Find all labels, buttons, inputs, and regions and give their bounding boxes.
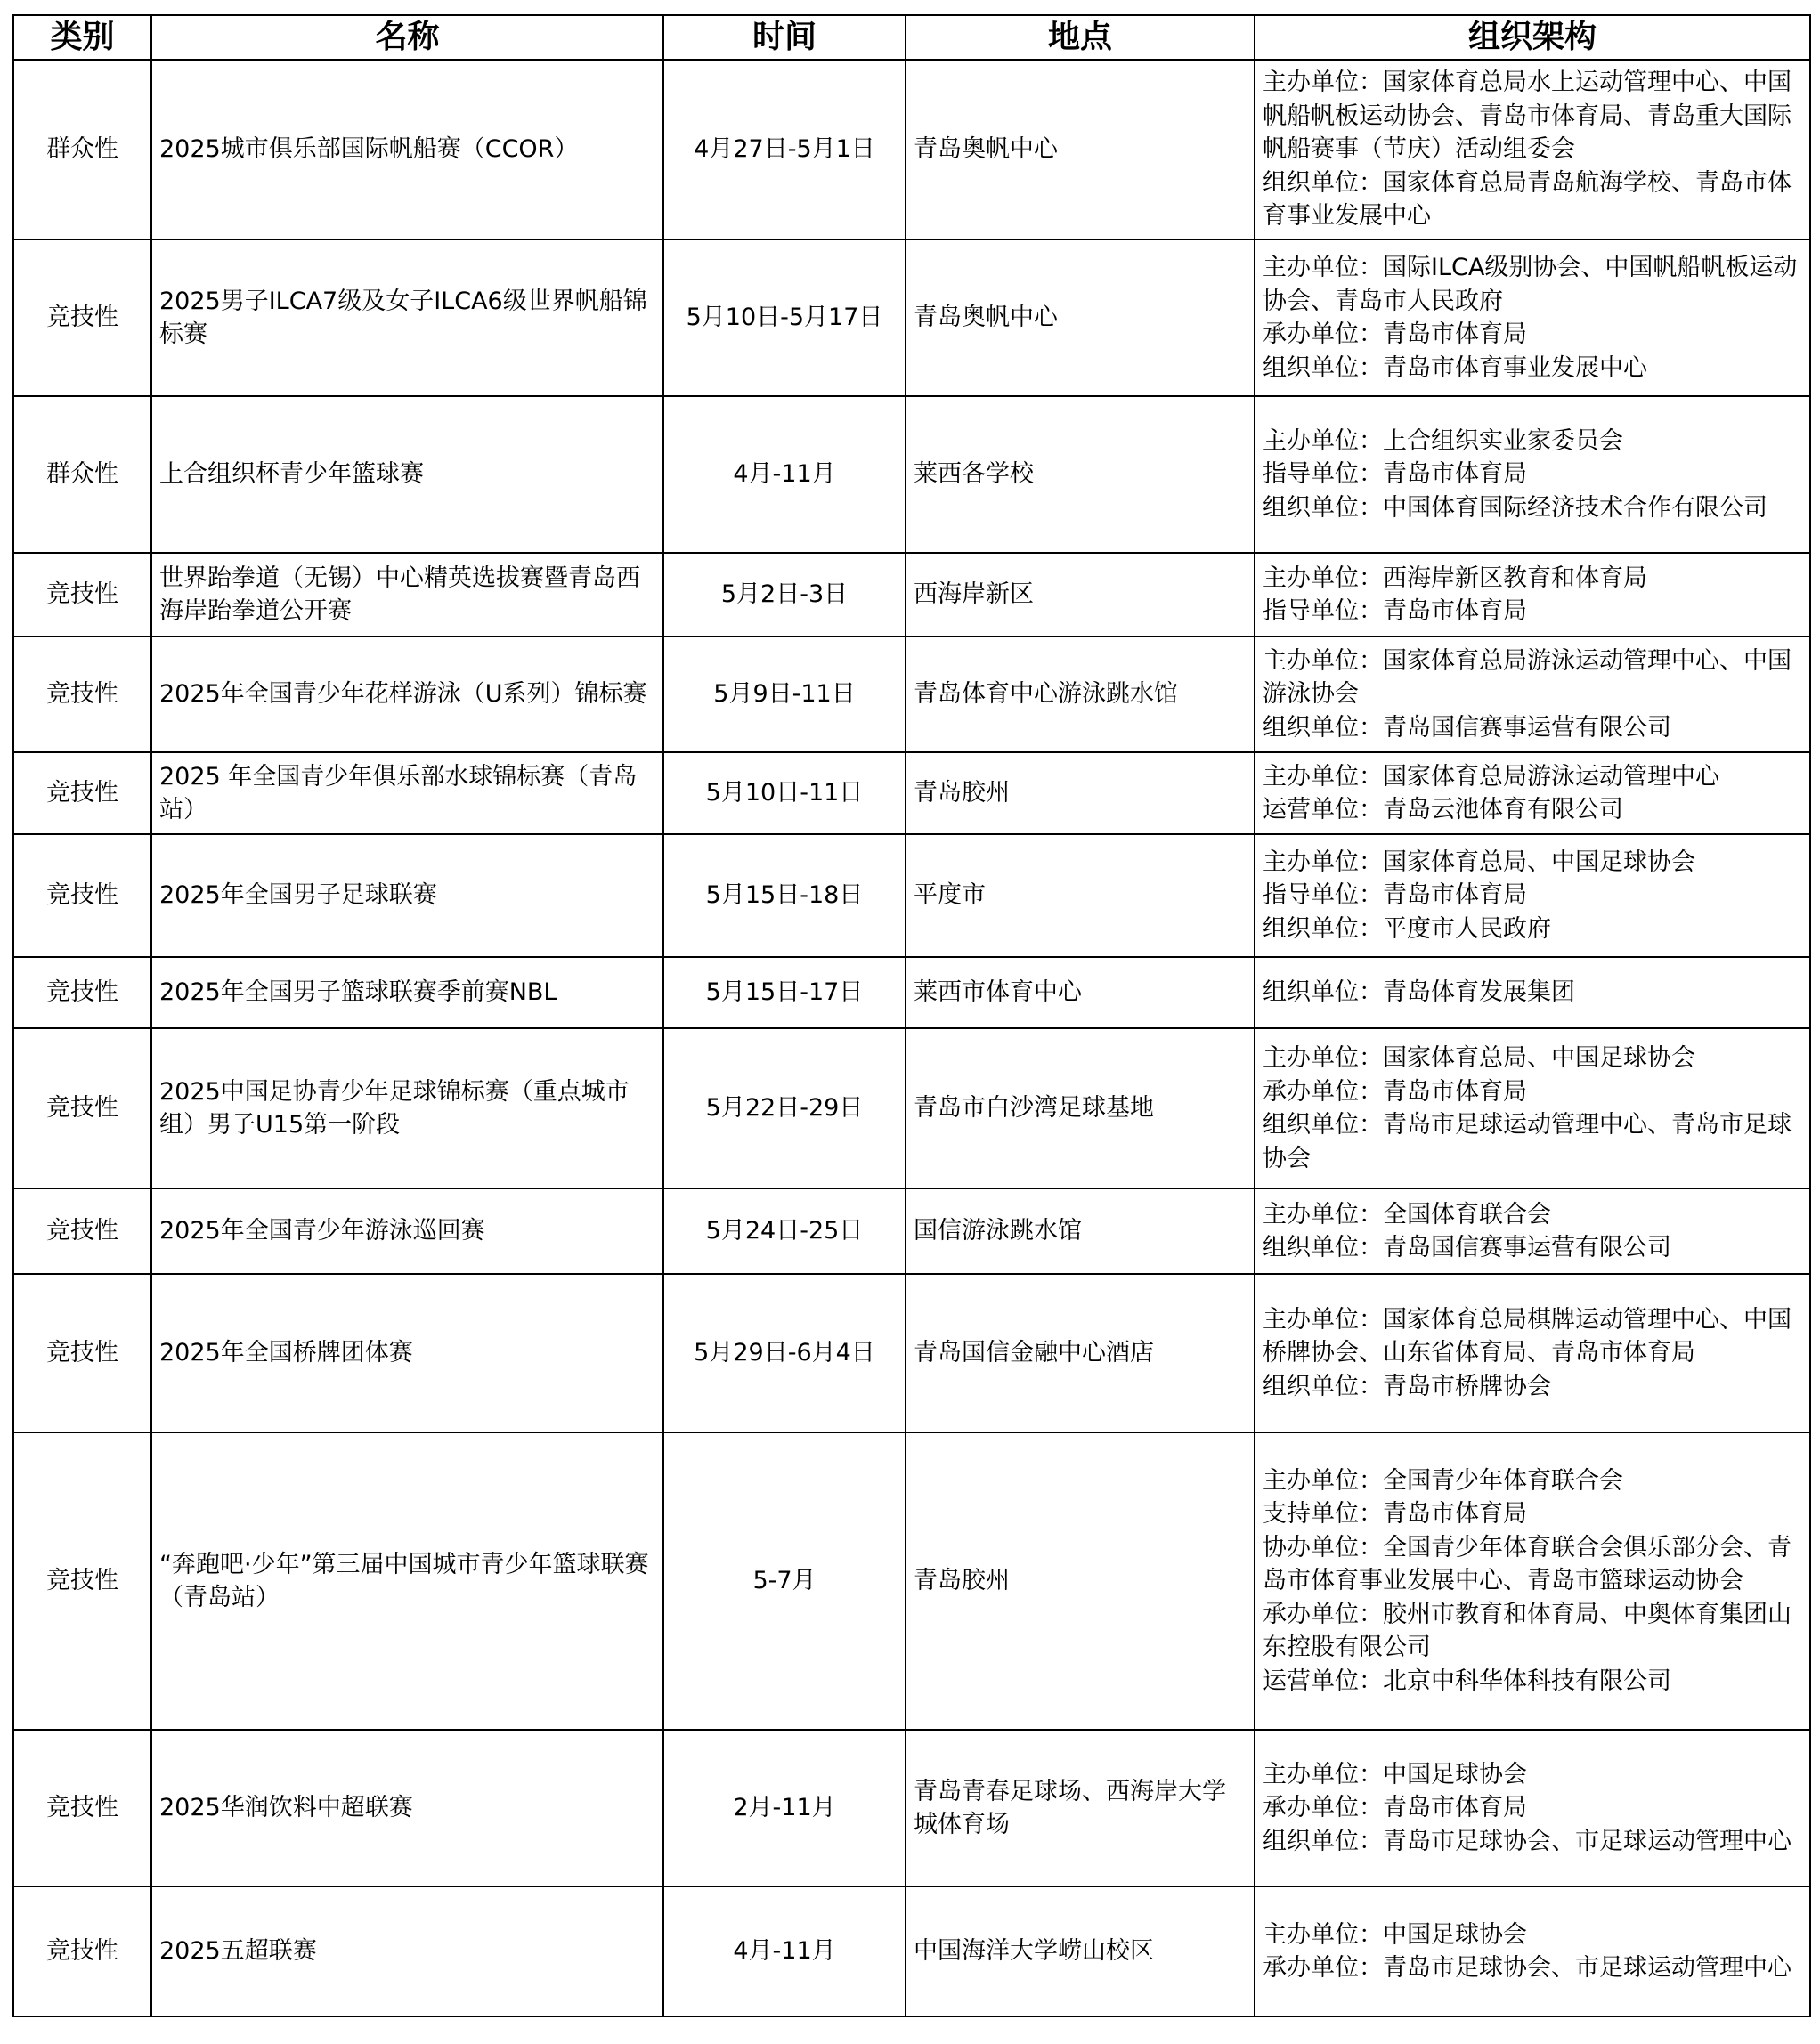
table-row: [13, 957, 1810, 1028]
organization-line: 组织单位：国家体育总局青岛航海学校、青岛市体育事业发展中心: [1263, 168, 1792, 231]
cell-location: 西海岸新区: [906, 553, 1255, 637]
cell-time: 5月24日-25日: [663, 1188, 906, 1274]
cell-time: 5月9日-11日: [663, 637, 906, 752]
table-row: [13, 1188, 1810, 1274]
table-body: [13, 60, 1810, 2016]
header-location: 地点: [906, 15, 1255, 60]
organization-line: 组织单位：青岛市足球运动管理中心、青岛市足球协会: [1263, 1111, 1792, 1172]
organization-line: 运营单位：北京中科华体科技有限公司: [1263, 1667, 1671, 1695]
cell-category: 竞技性: [13, 1886, 151, 2016]
organization-line: 承办单位：青岛市体育局: [1263, 1077, 1527, 1106]
cell-location: 国信游泳跳水馆: [906, 1188, 1255, 1274]
organization-line: 主办单位：国际ILCA级别协会、中国帆船帆板运动协会、青岛市人民政府: [1263, 254, 1798, 315]
cell-event-name: 2025华润饮料中超联赛: [151, 1730, 663, 1886]
organization-line: 指导单位：青岛市体育局: [1263, 597, 1527, 625]
cell-organization: [1255, 396, 1810, 553]
cell-location: 中国海洋大学崂山校区: [906, 1886, 1255, 2016]
table-row: [13, 239, 1810, 396]
cell-event-name: 世界跆拳道（无锡）中心精英选拔赛暨青岛西海岸跆拳道公开赛: [151, 553, 663, 637]
organization-line: 组织单位：中国体育国际经济技术合作有限公司: [1263, 493, 1767, 522]
table-row: [13, 1028, 1810, 1188]
cell-time: 5月29日-6月4日: [663, 1274, 906, 1432]
cell-time: 5月2日-3日: [663, 553, 906, 637]
organization-line: 承办单位：青岛市体育局: [1263, 1794, 1527, 1822]
cell-time: 5月10日-11日: [663, 752, 906, 834]
organization-line: 组织单位：青岛市足球协会、市足球运动管理中心: [1263, 1827, 1792, 1855]
organization-line: 承办单位：胶州市教育和体育局、中奥体育集团山东控股有限公司: [1263, 1600, 1792, 1662]
cell-location: 青岛胶州: [906, 1432, 1255, 1730]
cell-event-name: 2025年全国青少年游泳巡回赛: [151, 1188, 663, 1274]
cell-category: 竞技性: [13, 1028, 151, 1188]
events-table: [12, 14, 1811, 2017]
organization-line: 主办单位：国家体育总局棋牌运动管理中心、中国桥牌协会、山东省体育局、青岛市体育局: [1263, 1305, 1792, 1367]
organization-line: 组织单位：青岛体育发展集团: [1263, 978, 1575, 1007]
table-row: [13, 834, 1810, 957]
cell-location: 青岛体育中心游泳跳水馆: [906, 637, 1255, 752]
table-row: [13, 1274, 1810, 1432]
cell-organization: [1255, 834, 1810, 957]
cell-location: 莱西市体育中心: [906, 957, 1255, 1028]
cell-event-name: 上合组织杯青少年篮球赛: [151, 396, 663, 553]
organization-line: 主办单位：国家体育总局、中国足球协会: [1263, 848, 1695, 876]
organization-line: 主办单位：中国足球协会: [1263, 1760, 1527, 1788]
cell-event-name: 2025五超联赛: [151, 1886, 663, 2016]
table-row: [13, 637, 1810, 752]
cell-event-name: 2025年全国男子篮球联赛季前赛NBL: [151, 957, 663, 1028]
table-row: [13, 1730, 1810, 1886]
cell-time: 5-7月: [663, 1432, 906, 1730]
cell-event-name: 2025中国足协青少年足球锦标赛（重点城市组）男子U15第一阶段: [151, 1028, 663, 1188]
cell-organization: [1255, 553, 1810, 637]
cell-location: 平度市: [906, 834, 1255, 957]
cell-event-name: 2025年全国桥牌团体赛: [151, 1274, 663, 1432]
cell-location: 青岛奥帆中心: [906, 60, 1255, 239]
cell-time: 5月15日-17日: [663, 957, 906, 1028]
cell-event-name: 2025城市俱乐部国际帆船赛（CCOR）: [151, 60, 663, 239]
header-row: [13, 15, 1810, 60]
cell-event-name: 2025 年全国青少年俱乐部水球锦标赛（青岛站）: [151, 752, 663, 834]
cell-location: 莱西各学校: [906, 396, 1255, 553]
cell-category: 竞技性: [13, 752, 151, 834]
cell-location: 青岛胶州: [906, 752, 1255, 834]
table-row: [13, 60, 1810, 239]
cell-category: 竞技性: [13, 834, 151, 957]
organization-line: 支持单位：青岛市体育局: [1263, 1500, 1527, 1529]
cell-organization: [1255, 637, 1810, 752]
organization-line: 组织单位：青岛国信赛事运营有限公司: [1263, 1234, 1671, 1261]
events-table-container: [12, 14, 1811, 2017]
organization-line: 主办单位：国家体育总局水上运动管理中心、中国帆船帆板运动协会、青岛市体育局、青岛重大国际帆船赛事（节庆）活动组委会: [1263, 69, 1792, 164]
cell-time: 5月10日-5月17日: [663, 239, 906, 396]
table-row: [13, 752, 1810, 834]
cell-category: 竞技性: [13, 239, 151, 396]
cell-event-name: 2025年全国青少年花样游泳（U系列）锦标赛: [151, 637, 663, 752]
cell-time: 4月-11月: [663, 396, 906, 553]
organization-line: 承办单位：青岛市足球协会、市足球运动管理中心: [1263, 1954, 1792, 1982]
cell-category: 竞技性: [13, 1432, 151, 1730]
organization-line: 承办单位：青岛市体育局: [1263, 320, 1527, 348]
cell-location: 青岛国信金融中心酒店: [906, 1274, 1255, 1432]
cell-organization: [1255, 1886, 1810, 2016]
organization-line: 组织单位：平度市人民政府: [1263, 914, 1551, 943]
header-organization: 组织架构: [1255, 15, 1810, 60]
cell-category: 竞技性: [13, 553, 151, 637]
organization-line: 主办单位：上合组织实业家委员会: [1263, 426, 1623, 455]
cell-time: 4月-11月: [663, 1886, 906, 2016]
table-row: [13, 396, 1810, 553]
cell-event-name: 2025男子ILCA7级及女子ILCA6级世界帆船锦标赛: [151, 239, 663, 396]
cell-organization: [1255, 1028, 1810, 1188]
cell-category: 竞技性: [13, 1274, 151, 1432]
header-category: 类别: [13, 15, 151, 60]
cell-time: 5月22日-29日: [663, 1028, 906, 1188]
organization-line: 主办单位：中国足球协会: [1263, 1920, 1527, 1949]
organization-line: 组织单位：青岛市桥牌协会: [1263, 1372, 1551, 1400]
header-time: 时间: [663, 15, 906, 60]
organization-line: 主办单位：全国体育联合会: [1263, 1200, 1551, 1229]
cell-location: 青岛市白沙湾足球基地: [906, 1028, 1255, 1188]
organization-line: 主办单位：国家体育总局、中国足球协会: [1263, 1044, 1695, 1072]
cell-category: 群众性: [13, 60, 151, 239]
cell-time: 2月-11月: [663, 1730, 906, 1886]
header-name: 名称: [151, 15, 663, 60]
cell-category: 竞技性: [13, 1188, 151, 1274]
cell-location: 青岛奥帆中心: [906, 239, 1255, 396]
cell-event-name: 2025年全国男子足球联赛: [151, 834, 663, 957]
cell-organization: [1255, 60, 1810, 239]
cell-category: 群众性: [13, 396, 151, 553]
organization-line: 组织单位：青岛市体育事业发展中心: [1263, 353, 1647, 382]
cell-organization: [1255, 1730, 1810, 1886]
cell-time: 4月27日-5月1日: [663, 60, 906, 239]
cell-organization: [1255, 1274, 1810, 1432]
organization-line: 协办单位：全国青少年体育联合会俱乐部分会、青岛市体育事业发展中心、青岛市篮球运动协会: [1263, 1533, 1792, 1595]
organization-line: 主办单位：国家体育总局游泳运动管理中心、中国游泳协会: [1263, 646, 1792, 709]
table-row: [13, 1432, 1810, 1730]
cell-time: 5月15日-18日: [663, 834, 906, 957]
organization-line: 主办单位：国家体育总局游泳运动管理中心: [1263, 762, 1719, 791]
organization-line: 主办单位：全国青少年体育联合会: [1263, 1466, 1623, 1495]
cell-organization: [1255, 1188, 1810, 1274]
organization-line: 指导单位：青岛市体育局: [1263, 881, 1527, 910]
organization-line: 主办单位：西海岸新区教育和体育局: [1263, 564, 1647, 592]
cell-organization: [1255, 957, 1810, 1028]
organization-line: 运营单位：青岛云池体育有限公司: [1263, 796, 1623, 823]
organization-line: 组织单位：青岛国信赛事运营有限公司: [1263, 713, 1671, 742]
table-row: [13, 553, 1810, 637]
table-row: [13, 1886, 1810, 2016]
cell-event-name: “奔跑吧·少年”第三届中国城市青少年篮球联赛（青岛站）: [151, 1432, 663, 1730]
cell-location: 青岛青春足球场、西海岸大学城体育场: [906, 1730, 1255, 1886]
cell-category: 竞技性: [13, 637, 151, 752]
cell-category: 竞技性: [13, 957, 151, 1028]
cell-organization: [1255, 239, 1810, 396]
cell-organization: [1255, 752, 1810, 834]
cell-category: 竞技性: [13, 1730, 151, 1886]
organization-line: 指导单位：青岛市体育局: [1263, 460, 1527, 489]
cell-organization: [1255, 1432, 1810, 1730]
